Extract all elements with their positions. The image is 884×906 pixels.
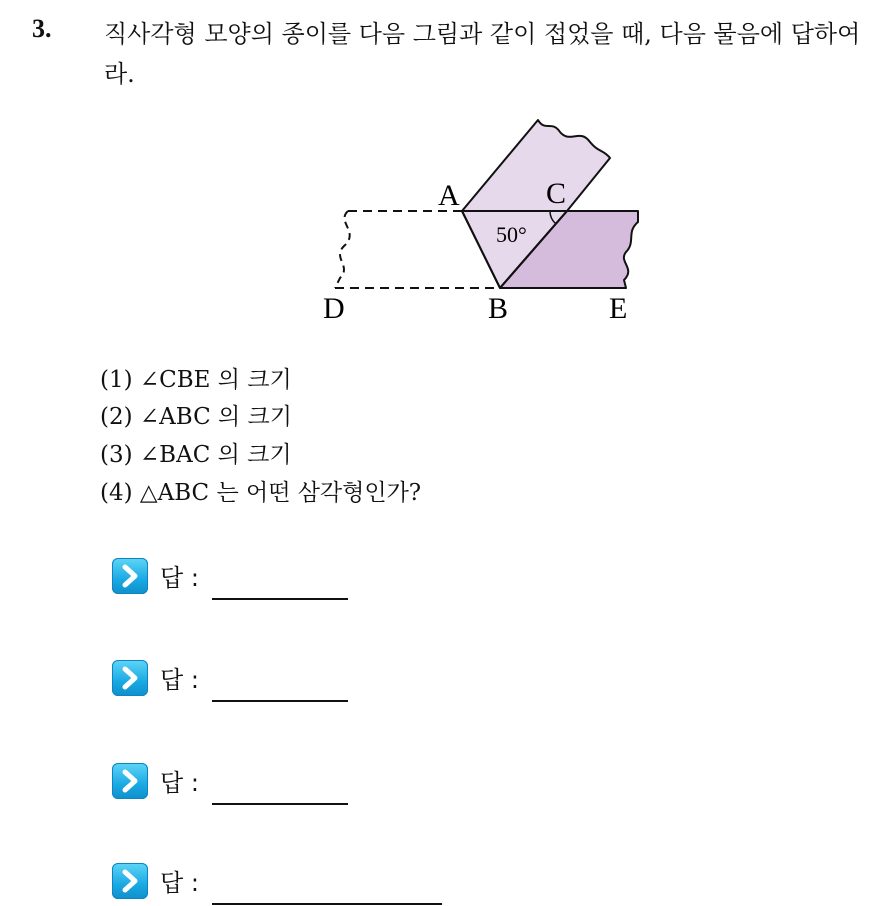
dashed-torn-edge — [335, 211, 350, 288]
sub-question-text: ∠ABC 의 크기 — [139, 404, 292, 430]
chevron-right-icon — [112, 660, 148, 696]
sub-question-3 — [100, 440, 292, 470]
point-label-E: E — [609, 292, 628, 325]
chevron-right-icon — [112, 558, 148, 594]
point-label-C: C — [546, 177, 567, 210]
answer-blank[interactable] — [212, 598, 348, 600]
chevron-right-icon — [112, 763, 148, 799]
sub-question-4 — [100, 478, 421, 508]
sub-question-text: ∠BAC 의 크기 — [139, 442, 292, 468]
sub-question-2 — [100, 402, 292, 432]
answer-label: 답 : — [160, 666, 199, 694]
sub-question-text: ∠CBE 의 크기 — [139, 367, 292, 393]
answer-blank[interactable] — [212, 700, 348, 702]
sub-question-1 — [100, 365, 292, 395]
chevron-right-icon — [112, 863, 148, 899]
angle-label: 50° — [496, 222, 527, 247]
folded-paper-figure — [320, 110, 650, 329]
sub-question-num: (2) — [100, 404, 133, 430]
sub-question-num: (3) — [100, 442, 133, 468]
answer-blank[interactable] — [212, 903, 442, 905]
answer-label: 답 : — [160, 769, 199, 797]
sub-question-num: (1) — [100, 367, 133, 393]
point-label-A: A — [438, 179, 460, 212]
sub-question-text: △ABC 는 어떤 삼각형인가? — [139, 480, 422, 506]
answer-blank[interactable] — [212, 803, 348, 805]
sub-question-num: (4) — [100, 480, 133, 506]
answer-label: 답 : — [160, 564, 199, 592]
point-label-B: B — [488, 292, 509, 325]
point-label-D: D — [323, 292, 345, 325]
answer-label: 답 : — [160, 869, 199, 897]
question-text: 직사각형 모양의 종이를 다음 그림과 같이 접었을 때, 다음 물음에 답하여라. — [104, 20, 861, 88]
question-number: 3. — [32, 14, 52, 43]
